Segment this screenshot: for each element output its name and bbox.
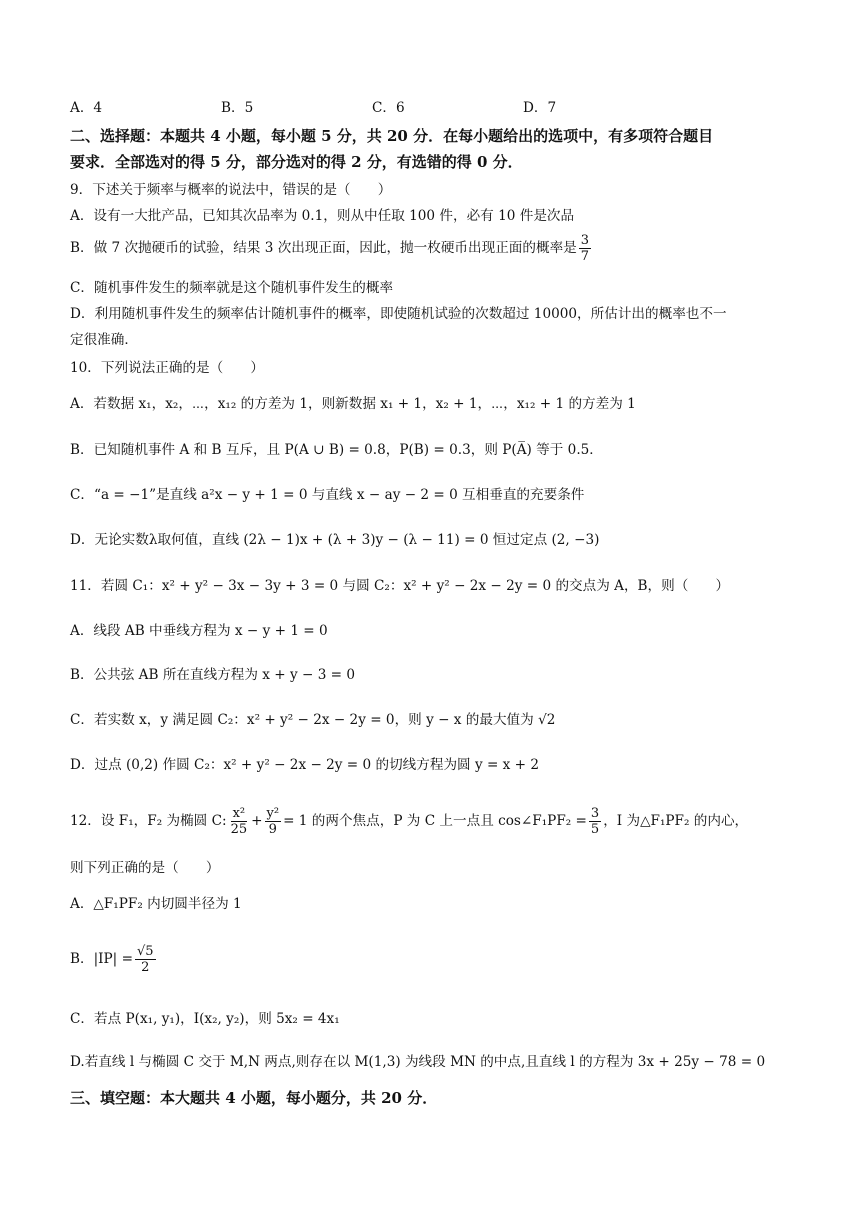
q9-option-d-line1: D．利用随机事件发生的频率估计随机事件的概率，即使随机试验的次数超过 10000，所估计出的概率也不一 [70,306,727,322]
q12-option-b-fraction [135,944,156,975]
q10-option-b: B．已知随机事件 A 和 B 互斥，且 P(A ∪ B) = 0.8，P(B) = 0.3，则 P(A̅) 等于 0.5． [70,442,603,458]
q9-option-b-denominator: 7 [580,249,590,264]
q11-option-a: A．线段 AB 中垂线方程为 x − y + 1 = 0 [70,623,328,639]
q11-option-c: C．若实数 x，y 满足圆 C₂：x² + y² − 2x − 2y = 0，则 y − x 的最大值为 √2 [70,712,556,728]
section2-heading-line1: 二、选择题：本题共 4 小题，每小题 5 分，共 20 分．在每小题给出的选项中，有多项符合题目 [70,127,714,145]
q9-option-a: A．设有一大批产品，已知其次品率为 0.1，则从中任取 100 件，必有 10 件是次品 [70,208,575,224]
q12-option-b-text: B．|IP| = [70,951,133,967]
q12-option-b [70,944,158,975]
q10-option-d: D．无论实数λ取何值，直线 (2λ − 1)x + (λ + 3)y − (λ − 11) = 0 恒过定点 (2, −3) [70,532,600,548]
q12-stem-part1: 12．设 F₁，F₂ 为椭圆 C: [70,813,227,829]
q11-option-d: D．过点 (0,2) 作圆 C₂：x² + y² − 2x − 2y = 0 的切线方程为圆 y = x + 2 [70,757,540,773]
q8-option-c: C．6 [372,100,405,116]
q8-option-a: A．4 [70,100,103,116]
q9-option-b [70,233,593,264]
q11-stem: 11．若圆 C₁：x² + y² − 3x − 3y + 3 = 0 与圆 C₂：x² + y² − 2x − 2y = 0 的交点为 A，B，则（ ） [70,578,730,594]
q12-ellipse-term1-numerator: x² [232,806,246,821]
section3-heading: 三、填空题：本大题共 4 小题，每小题分，共 20 分． [70,1089,438,1107]
q12-ellipse-term2-denominator: 9 [268,822,277,837]
q12-stem-line2: 则下列正确的是（ ） [70,860,220,876]
q12-option-b-denominator: 2 [141,960,150,975]
q8-option-d: D．7 [523,100,557,116]
q8-options [70,97,674,119]
q12-option-a: A．△F₁PF₂ 内切圆半径为 1 [70,896,242,912]
q12-ellipse-term2 [265,806,282,837]
q12-cos-fraction [589,806,601,837]
q12-stem-part2: = 1 的两个焦点，P 为 C 上一点且 cos∠F₁PF₂ = [283,813,587,829]
q11-option-b: B．公共弦 AB 所在直线方程为 x + y − 3 = 0 [70,667,356,683]
q12-option-b-numerator: √5 [136,944,154,959]
q12-stem: 12．设 F₁，F₂ 为椭圆 C: $\frac{\text{x²}}{25}$ + $\frac{\text{y²}}{9}$ = 1 的两个焦点，P 为 C 上一点且 cos∠F₁PF₂ = $\frac{3}{5}$ ，I 为△F₁PF₂ 的内心， [70,806,749,837]
q10-option-a: A．若数据 x₁，x₂，⋯，x₁₂ 的方差为 1，则新数据 x₁ + 1，x₂ + 1，⋯，x₁₂ + 1 的方差为 1 [70,396,636,412]
q9-option-d-line2: 定很准确． [70,332,138,348]
q10-stem: 10．下列说法正确的是（ ） [70,360,265,376]
q12-ellipse-term1-denominator: 25 [230,822,248,837]
q10-option-c: C．“a = −1”是直线 a²x − y + 1 = 0 与直线 x − ay − 2 = 0 互相垂直的充要条件 [70,487,585,503]
section2-heading-line2: 要求．全部选对的得 5 分，部分选对的得 2 分，有选错的得 0 分． [70,153,523,171]
q12-option-c: C．若点 P(x₁, y₁)，I(x₂, y₂)，则 5x₂ = 4x₁ [70,1011,340,1027]
q12-cos-denominator: 5 [590,822,600,837]
q9-option-c: C．随机事件发生的频率就是这个随机事件发生的概率 [70,280,394,296]
q9-option-b-fraction [579,233,591,264]
q9-option-b-numerator: 3 [580,233,590,248]
q12-stem-part3: ，I 为△F₁PF₂ 的内心， [603,813,749,829]
q12-option-d: D.若直线 l 与椭圆 C 交于 M,N 两点,则存在以 M(1,3) 为线段 MN 的中点,且直线 l 的方程为 3x + 25y − 78 = 0 [70,1054,766,1070]
q8-option-b: B．5 [221,100,254,116]
q9-stem: 9．下述关于频率与概率的说法中，错误的是（ ） [70,182,392,198]
q9-option-b-text: B．做 7 次抛硬币的试验，结果 3 次出现正面，因此，抛一枚硬币出现正面的概率是 [70,240,577,256]
q12-ellipse-term1 [229,806,250,837]
q12-cos-numerator: 3 [590,806,600,821]
q12-ellipse-term2-numerator: y² [266,806,280,821]
